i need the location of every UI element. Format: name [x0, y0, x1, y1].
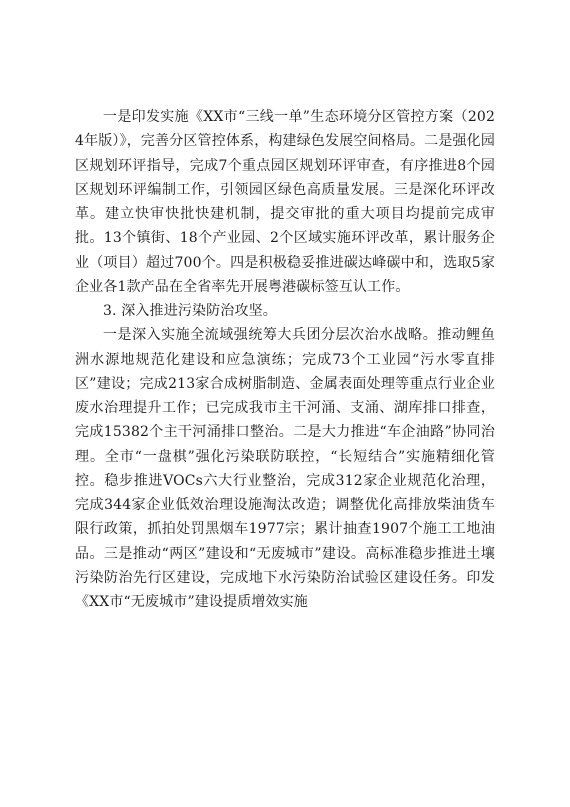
section-heading-pollution-prevention: 3. 深入推进污染防治攻坚。 — [103, 303, 277, 319]
document-body — [75, 105, 495, 614]
paragraph-pollution-prevention: 一是深入实施全流域强统筹大兵团分层次治水战略。推动鲤鱼洲水源地规范化建设和应急演练；完成73个工业园“污水零直排区”建设；完成213家合成树脂制造、金属表面处理等重点行业企业废水治理提升工作；已完成我市主干河涌、支涌、湖库排口排查，完成15382个主干河涌排口整治。二是大力推进“车企油路”协同治理。全市“一盘棋”强化污染联防联控，“长短结合”实施精细化管控。稳步推进VOCs六大行业整治，完成312家企业规范化治理，完成344家企业低效治理设施淘汰改造；调整优化高排放柴油货车限行政策，抓拍处罚黑烟车1977宗；累计抽查1907个施工工地油品。三是推动“两区”建设和“无废城市”建设。高标准稳步推进土壤污染防治先行区建设，完成地下水污染防治试验区建设任务。印发《XX市“无废城市”建设提质增效实施 — [75, 327, 495, 610]
paragraph-zoning-control: 一是印发实施《XX市“三线一单”生态环境分区管控方案（2024年版）》，完善分区管控体系，构建绿色发展空间格局。二是强化园区规划环评指导，完成7个重点园区规划环评审查，有序推进8个园区规划环评编制工作，引领园区绿色高质量发展。三是深化环评改革。建立快审快批快建机制，提交审批的重大项目均提前完成审批。13个镇街、18个产业园、2个区域实施环评改革，累计服务企业（项目）超过700个。四是积极稳妥推进碳达峰碳中和，选取5家企业各1款产品在全省率先开展粤港碳标签互认工作。 — [75, 109, 495, 295]
